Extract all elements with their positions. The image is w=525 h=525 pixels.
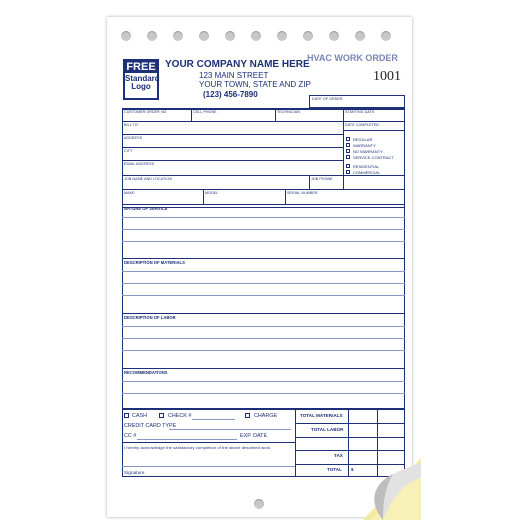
divider [122, 442, 295, 443]
checkbox-label: SERVICE CONTRACT [353, 155, 394, 160]
divider [309, 175, 310, 189]
acknowledgement-text: I hereby acknowledge the satisfactory completion of the above described work. [124, 445, 272, 450]
checkbox-no-warranty[interactable] [346, 149, 350, 153]
divider [348, 409, 349, 477]
logo-line-2: Logo [131, 82, 151, 91]
serial-number-label: SERIAL NUMBER [287, 191, 318, 195]
standard-logo [123, 59, 159, 100]
punch-hole [381, 31, 391, 41]
punch-strip [107, 17, 412, 53]
currency-symbol: $ [351, 467, 354, 472]
divider [285, 189, 286, 204]
divider [122, 160, 343, 161]
ruled-line [122, 229, 405, 230]
divider [295, 437, 405, 438]
punch-hole [251, 31, 261, 41]
punch-hole [225, 31, 235, 41]
ruled-line [122, 381, 405, 382]
checkbox-regular[interactable] [346, 137, 350, 141]
job-phone-label: JOB PHONE [311, 177, 333, 181]
check-number-line [192, 419, 235, 420]
cc-number-label: CC # [124, 433, 137, 439]
cc-number-line [137, 439, 237, 440]
charge-label: CHARGE [254, 413, 278, 419]
divider [295, 450, 405, 451]
punch-hole [277, 31, 287, 41]
cash-label: CASH [132, 413, 147, 419]
punch-hole [173, 31, 183, 41]
check-label: CHECK # [168, 413, 192, 419]
ruled-line [122, 393, 405, 394]
divider [122, 368, 405, 369]
description-area [122, 204, 405, 409]
punch-hole [303, 31, 313, 41]
ruled-line [122, 295, 405, 296]
checkbox-label: COMMERCIAL [353, 170, 381, 175]
total-labor-label: TOTAL LABOR [311, 427, 344, 432]
cell-phone-label: CELL PHONE [193, 110, 217, 114]
checkbox-residential[interactable] [346, 164, 350, 168]
work-order-form [107, 17, 412, 517]
bill-to-label: BILL TO [124, 123, 138, 127]
tax-label: TAX [334, 453, 343, 458]
ruled-line [122, 271, 405, 272]
checkbox-label: RESIDENTIAL [353, 164, 380, 169]
exp-date-label: EXP. DATE [240, 433, 268, 439]
divider [191, 108, 192, 121]
checkbox-label: NO WARRANTY [353, 149, 383, 154]
credit-card-type-label: CREDIT CARD TYPE [124, 423, 177, 429]
divider [122, 134, 343, 135]
date-completed-label: DATE COMPLETED [345, 123, 380, 127]
company-phone: (123) 456-7890 [203, 90, 258, 99]
checkbox-service-contract[interactable] [346, 155, 350, 159]
punch-hole [199, 31, 209, 41]
divider [295, 409, 296, 477]
starting-date-label: STARTING DATE [345, 110, 375, 114]
ruled-line [122, 241, 405, 242]
page-curl-icon [363, 458, 421, 520]
divider [275, 108, 276, 121]
cash-checkbox[interactable] [124, 413, 129, 418]
checkbox-label: WARRANTY [353, 143, 376, 148]
charge-checkbox[interactable] [245, 413, 250, 418]
divider [122, 258, 405, 259]
logo-free-text: FREE [126, 61, 156, 73]
address-label: ADDRESS [124, 136, 143, 140]
punch-hole [121, 31, 131, 41]
ruled-line [122, 350, 405, 351]
order-number: 1001 [373, 69, 401, 84]
punch-hole [355, 31, 365, 41]
check-checkbox[interactable] [159, 413, 164, 418]
company-name: YOUR COMPANY NAME HERE [165, 59, 310, 70]
divider [122, 189, 405, 190]
recommendations-heading: RECOMMENDATIONS [124, 370, 168, 375]
divider [203, 189, 204, 204]
signature-line [122, 466, 295, 467]
description-of-labor-heading: DESCRIPTION OF LABOR [124, 315, 176, 320]
signature-label: Signature [124, 470, 145, 475]
total-label: TOTAL [327, 467, 342, 472]
checkbox-label: REGULAR [353, 137, 373, 142]
ruled-line [122, 283, 405, 284]
description-of-materials-heading: DESCRIPTION OF MATERIALS [124, 260, 185, 265]
checkbox-commercial[interactable] [346, 170, 350, 174]
technician-label: TECHNICIAN [277, 110, 300, 114]
customer-order-label: CUSTOMER ORDER NO [124, 110, 167, 114]
divider [122, 121, 405, 122]
divider [122, 175, 405, 176]
punch-hole [329, 31, 339, 41]
city-label: CITY [124, 149, 133, 153]
email-label: EMAIL ADDRESS [124, 162, 155, 166]
company-city: YOUR TOWN, STATE AND ZIP [199, 80, 311, 89]
punch-hole [254, 499, 264, 509]
company-street: 123 MAIN STREET [199, 71, 269, 80]
ruled-line [122, 338, 405, 339]
credit-card-type-line [169, 429, 291, 430]
logo-line-1: Standard [125, 74, 160, 83]
divider [343, 130, 405, 131]
ruled-line [122, 326, 405, 327]
divider [295, 423, 405, 424]
job-name-label: JOB NAME AND LOCATION [124, 177, 172, 181]
checkbox-warranty[interactable] [346, 143, 350, 147]
form-title: HVAC WORK ORDER [307, 53, 398, 63]
nature-of-service-heading: NATURE OF SERVICE [124, 206, 168, 211]
make-label: MAKE [124, 191, 135, 195]
model-label: MODEL [205, 191, 219, 195]
divider [122, 147, 343, 148]
date-of-order-label: DATE OF ORDER [312, 97, 343, 101]
punch-hole [147, 31, 157, 41]
total-materials-label: TOTAL MATERIALS [300, 413, 343, 418]
ruled-line [122, 217, 405, 218]
divider [122, 313, 405, 314]
